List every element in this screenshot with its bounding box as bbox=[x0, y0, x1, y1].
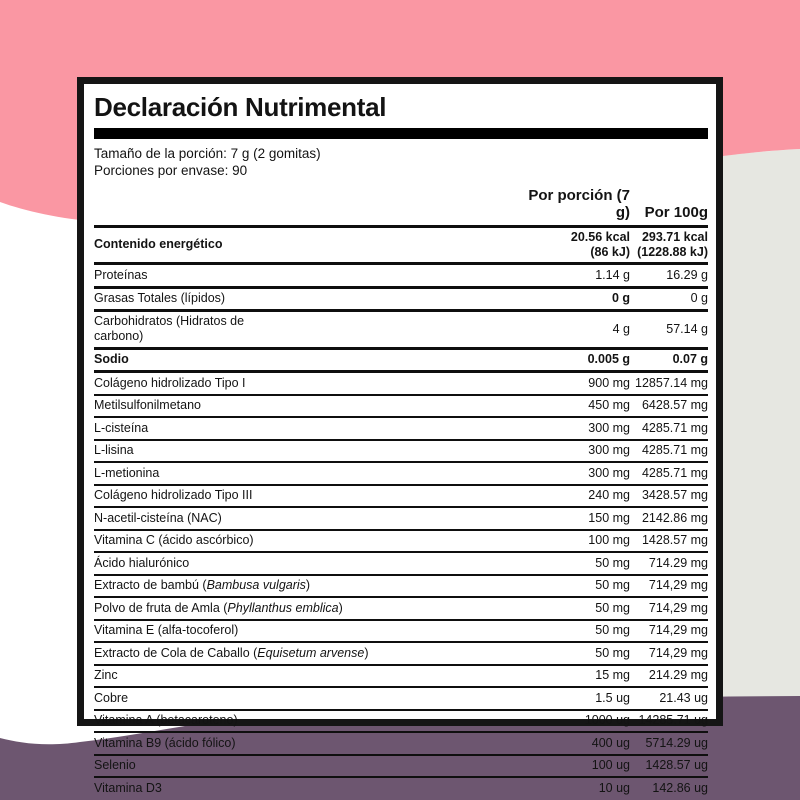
table-row bbox=[94, 576, 708, 599]
value-per-100g: 714,29 mg bbox=[648, 623, 708, 638]
nutrient-name: Vitamina D3 bbox=[94, 780, 162, 795]
value-per-100g: 4285.71 mg bbox=[641, 420, 708, 435]
value-per-serving: 50 mg bbox=[595, 555, 630, 570]
value-per-serving: 1000 ug bbox=[584, 713, 630, 728]
value-per-serving: 100 mg bbox=[588, 533, 630, 548]
value-per-serving: 150 mg bbox=[588, 510, 630, 525]
value-per-100g: 1428.57 ug bbox=[645, 758, 708, 773]
nutrient-name: Carbohidratos (Hidratos de carbono) bbox=[94, 314, 245, 344]
value-per-100g: 4285.71 mg bbox=[641, 465, 708, 480]
scientific-name: Phyllanthus emblica bbox=[227, 600, 339, 615]
value-per-serving: 300 mg bbox=[588, 465, 630, 480]
servings-per-container-text: Porciones por envase: 90 bbox=[94, 163, 248, 179]
value-per-serving: 0 g bbox=[611, 291, 630, 306]
value-per-100g: 714,29 mg bbox=[648, 645, 708, 660]
table-row bbox=[94, 778, 708, 799]
table-row bbox=[94, 228, 708, 266]
value-per-serving: 450 mg bbox=[588, 398, 630, 413]
value-per-100g: 57.14 g bbox=[666, 321, 708, 336]
table-row bbox=[94, 688, 708, 711]
column-header-per-100g: Por 100g bbox=[644, 203, 708, 221]
nutrient-name: L-lisina bbox=[94, 443, 134, 458]
nutrition-table bbox=[94, 225, 708, 799]
value-per-serving: 20.56 kcal (86 kJ) bbox=[570, 229, 630, 259]
table-row bbox=[94, 621, 708, 644]
nutrient-name: Vitamina B9 (ácido fólico) bbox=[94, 735, 236, 750]
value-per-100g: 21.43 ug bbox=[659, 690, 708, 705]
table-row bbox=[94, 441, 708, 464]
table-row bbox=[94, 666, 708, 689]
nutrient-name: Zinc bbox=[94, 668, 118, 683]
table-row bbox=[94, 643, 708, 666]
nutrient-name: Extracto de Cola de Caballo (Equisetum arvense) bbox=[94, 645, 369, 660]
column-header-per-serving: Por porción (7 g) bbox=[528, 186, 630, 221]
table-row bbox=[94, 711, 708, 734]
value-per-100g: 293.71 kcal (1228.88 kJ) bbox=[637, 229, 708, 259]
column-headers bbox=[94, 187, 708, 221]
nutrient-name: Sodio bbox=[94, 352, 129, 367]
value-per-100g: 1428.57 mg bbox=[641, 533, 708, 548]
value-per-serving: 100 ug bbox=[591, 758, 630, 773]
nutrient-name: L-cisteína bbox=[94, 420, 149, 435]
nutrient-name: Metilsulfonilmetano bbox=[94, 398, 201, 413]
table-row bbox=[94, 418, 708, 441]
nutrient-name: Ácido hialurónico bbox=[94, 555, 190, 570]
value-per-serving: 300 mg bbox=[588, 443, 630, 458]
value-per-serving: 400 ug bbox=[591, 735, 630, 750]
value-per-serving: 900 mg bbox=[588, 375, 630, 390]
nutrient-name: Colágeno hidrolizado Tipo III bbox=[94, 488, 253, 503]
table-row bbox=[94, 463, 708, 486]
nutrient-name: Vitamina E (alfa-tocoferol) bbox=[94, 623, 239, 638]
table-row bbox=[94, 486, 708, 509]
nutrient-name: Extracto de bambú (Bambusa vulgaris) bbox=[94, 578, 311, 593]
nutrient-name: Proteínas bbox=[94, 267, 148, 282]
scientific-name: Bambusa vulgaris bbox=[206, 578, 306, 593]
nutrient-name: Grasas Totales (lípidos) bbox=[94, 291, 226, 306]
value-per-100g: 142.86 ug bbox=[652, 780, 708, 795]
value-per-100g: 214.29 mg bbox=[648, 668, 708, 683]
table-row bbox=[94, 350, 708, 374]
value-per-100g: 16.29 g bbox=[666, 267, 708, 282]
table-row bbox=[94, 531, 708, 554]
value-per-100g: 2142.86 mg bbox=[641, 510, 708, 525]
nutrient-name: Selenio bbox=[94, 758, 136, 773]
value-per-serving: 50 mg bbox=[595, 623, 630, 638]
value-per-serving: 10 ug bbox=[598, 780, 630, 795]
serving-size-text: Tamaño de la porción: 7 g (2 gomitas) bbox=[94, 146, 321, 162]
table-row bbox=[94, 756, 708, 779]
value-per-serving: 50 mg bbox=[595, 578, 630, 593]
value-per-serving: 15 mg bbox=[595, 668, 630, 683]
value-per-100g: 0 g bbox=[690, 291, 708, 306]
value-per-100g: 714,29 mg bbox=[648, 600, 708, 615]
table-row bbox=[94, 508, 708, 531]
table-row bbox=[94, 733, 708, 756]
value-per-serving: 50 mg bbox=[595, 645, 630, 660]
title-underline-bar bbox=[94, 128, 708, 139]
value-per-100g: 12857.14 mg bbox=[635, 375, 708, 390]
nutrient-name: Vitamina C (ácido ascórbico) bbox=[94, 533, 254, 548]
value-per-100g: 714.29 mg bbox=[648, 555, 708, 570]
value-per-100g: 4285.71 mg bbox=[641, 443, 708, 458]
value-per-serving: 50 mg bbox=[595, 600, 630, 615]
nutrient-name: Cobre bbox=[94, 690, 129, 705]
table-row bbox=[94, 396, 708, 419]
nutrient-name: Polvo de fruta de Amla (Phyllanthus emblica) bbox=[94, 600, 343, 615]
table-row bbox=[94, 312, 708, 350]
value-per-serving: 4 g bbox=[612, 321, 630, 336]
table-row bbox=[94, 553, 708, 576]
table-row bbox=[94, 373, 708, 396]
table-row bbox=[94, 598, 708, 621]
value-per-serving: 1.14 g bbox=[595, 267, 630, 282]
table-row bbox=[94, 289, 708, 313]
value-per-100g: 5714.29 ug bbox=[645, 735, 708, 750]
nutrient-name: L-metionina bbox=[94, 465, 160, 480]
nutrition-label-card bbox=[77, 77, 723, 795]
table-row bbox=[94, 265, 708, 289]
nutrient-name: Contenido energético bbox=[94, 237, 223, 252]
value-per-100g: 3428.57 mg bbox=[641, 488, 708, 503]
value-per-serving: 0.005 g bbox=[587, 352, 630, 367]
value-per-serving: 300 mg bbox=[588, 420, 630, 435]
scientific-name: Equisetum arvense bbox=[257, 645, 365, 660]
nutrient-name: Colágeno hidrolizado Tipo I bbox=[94, 375, 246, 390]
value-per-100g: 0.07 g bbox=[672, 352, 708, 367]
value-per-serving: 1.5 ug bbox=[595, 690, 630, 705]
value-per-serving: 240 mg bbox=[588, 488, 630, 503]
nutrient-name: Vitamina A (betacaroteno) bbox=[94, 713, 238, 728]
value-per-100g: 714,29 mg bbox=[648, 578, 708, 593]
value-per-100g: 6428.57 mg bbox=[641, 398, 708, 413]
value-per-100g: 14285.71 ug bbox=[638, 713, 708, 728]
nutrient-name: N-acetil-cisteína (NAC) bbox=[94, 510, 222, 525]
label-title: Declaración Nutrimental bbox=[94, 92, 387, 122]
